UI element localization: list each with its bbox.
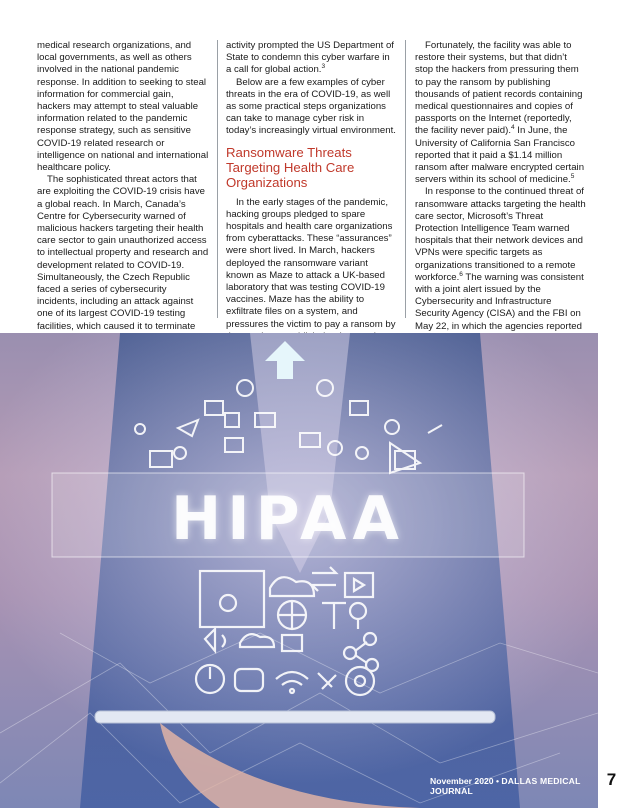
paragraph: Below are a few examples of cyber threats in the era of COVID-19, as well as some practical steps organizations can take to manage cyber risk in today’s increasingly virtual environment.: [226, 76, 396, 137]
paragraph: In the early stages of the pandemic, hacking groups pledged to spare hospitals and health care organizations from cyberattacks. These “assurances” were short lived. In March, hackers deployed the ransomware variant known as Maze to attack a UK-based laboratory that was testing COVID-19 vaccines. Maze has the ability to exfiltrate files on a system, and pressures the victim to pay a ransom by: [226, 196, 396, 330]
text-column-1: [37, 40, 209, 369]
paragraph: activity prompted the US Department of State to condemn this cyber warfare in a call for global action.$^3$: [226, 40, 394, 76]
paragraph: The sophisticated threat actors that are exploiting the COVID-19 crisis have a global reach. In March, Canada’s Centre for Cybersecurity warned of malicious hackers targeting their health care sector to gain unauthorized access to intellectual property and research and development related to COVID-19. Simultaneously, the Czech Republic faced a series of cybersecurity incidents, including an attack against one of its largest COVID-19 testing facilities, which caused it to terminate: [37, 174, 209, 332]
hipaa-photo: [0, 333, 598, 808]
column-divider: [405, 40, 406, 318]
journal-name: DALLAS MEDICAL JOURNAL: [430, 776, 581, 796]
photo-illustration: [0, 333, 598, 808]
footer-separator: •: [495, 776, 499, 786]
hipaa-banner-text: HIPAA: [171, 484, 405, 554]
tablet-shape: [95, 711, 495, 723]
footnote-ref: 6: [459, 270, 463, 278]
issue-date: November 2020: [430, 776, 494, 786]
page-footer: [430, 776, 625, 796]
text-column-2: [226, 40, 396, 355]
paragraph: Fortunately, the facility was able to restore their systems, but that didn’t stop the hackers from pressuring them to pay the ransom by publishing thousands of patient records containing medical questionnaires and copies of passports on the Internet (reportedly, the facility never paid).$^4$ In June, the University of California San Francisco reported that it paid a $1.14 million ransom after malware encrypted certain servers within its school of medicine.$^5$: [415, 40, 585, 186]
footnote-ref: 3: [321, 63, 326, 71]
text-column-3: [415, 40, 587, 357]
footnote-ref: 4: [510, 124, 515, 132]
section-heading: Ransomware Threats Targeting Health Care Organizations: [226, 144, 355, 190]
paragraph: In response to the continued threat of ransomware attacks targeting the health care sector, Microsoft’s Threat Protection Intelligence Team warned hospitals that their network devices and VPNs were specific targets as organizations transitioned to a remote workforce.$^6$ The warning was consistent with a joint alert issued by the Cybersecurity and Infrastructure Security Agency (CISA) and the FBI on May 22, in which the agencies reported: [415, 186, 586, 332]
page-number: 7: [598, 768, 625, 792]
paragraph: medical research organizations, and local governments, as well as others involved in the national pandemic response. In addition to seeking to steal information for commercial gain, hackers may attempt to steal valuable information related to the pandemic response strategy, such as sensitive COVID-19 related research or intelligence on national and international healthcare policy.: [37, 40, 209, 174]
column-divider: [217, 40, 218, 318]
footnote-ref: 5: [570, 173, 575, 181]
